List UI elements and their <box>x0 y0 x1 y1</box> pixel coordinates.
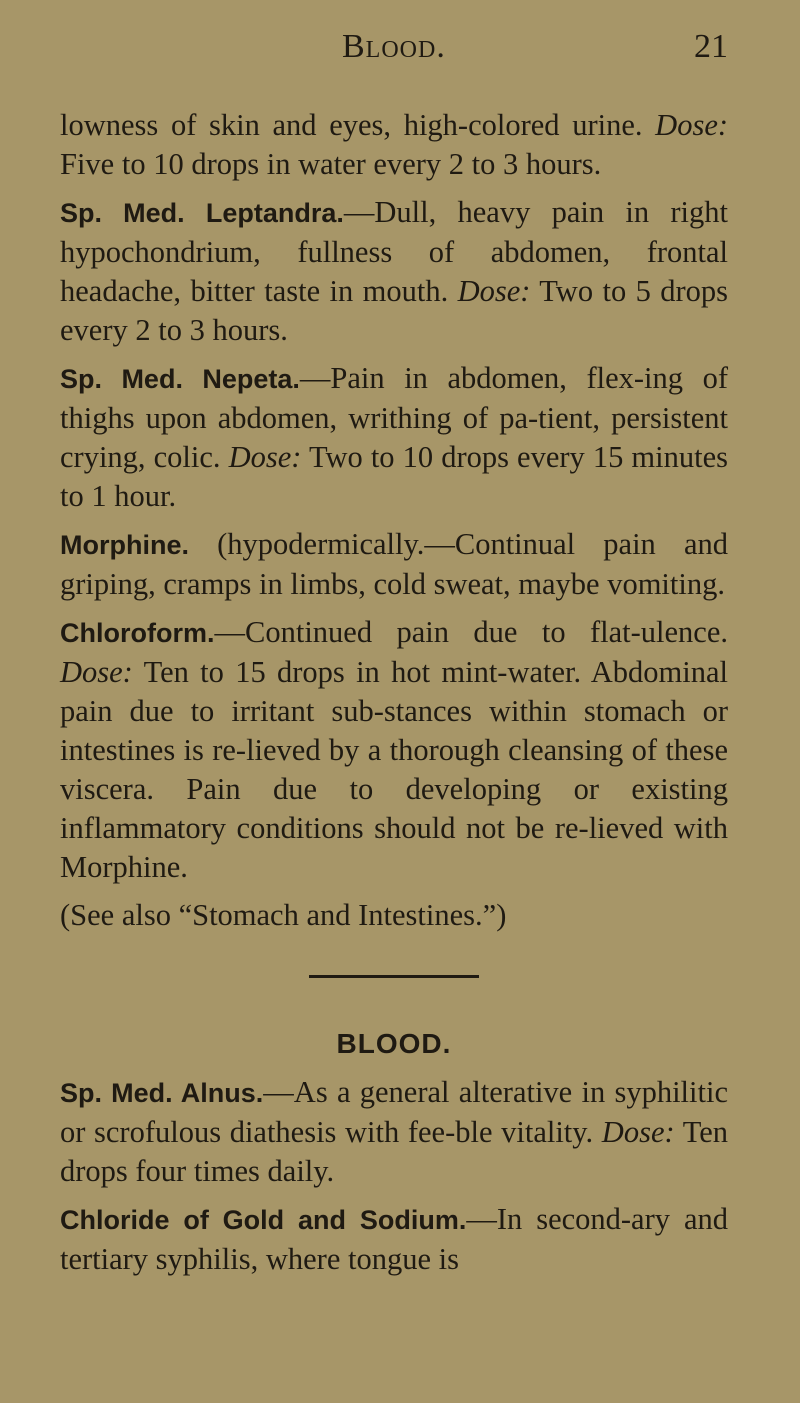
cross-reference-text: (See also “Stomach and Intestines.”) <box>60 898 507 932</box>
entry-title: Morphine. <box>60 530 189 560</box>
dose-label: Dose: <box>228 440 302 474</box>
section-divider <box>309 975 479 978</box>
entry-text: —Continued pain due to flat-ulence. <box>214 615 728 649</box>
section-heading: BLOOD. <box>336 1028 452 1059</box>
entry-text: —Pain in abdomen, flex-ing of thighs upon abdomen, writhing of pa-tient, persistent crying, colic. <box>60 361 728 474</box>
dose-label: Dose: <box>655 108 729 142</box>
dose-text: Ten drops four times daily. <box>60 1115 728 1188</box>
dose-text: Two to 5 drops every 2 to 3 hours. <box>60 274 729 347</box>
entry-text: —Dull, heavy pain in right hypochondrium, fullness of abdomen, frontal headache, bitter taste in mouth. <box>60 195 729 308</box>
body-text <box>60 106 728 1288</box>
entry-text: —In second-ary and tertiary syphilis, where tongue is <box>60 1202 728 1276</box>
running-title: Blood. <box>342 28 446 65</box>
entry-morphine <box>60 525 728 604</box>
page-header <box>60 28 728 72</box>
entry-chloroform <box>60 613 728 887</box>
entry-text: (hypodermically.—Continual pain and griping, cramps in limbs, cold sweat, maybe vomiting. <box>60 527 728 601</box>
dose-label: Dose: <box>601 1115 675 1149</box>
entry-text: —As a general alterative in syphilitic or scrofulous diathesis with fee-ble vitality. <box>60 1075 728 1149</box>
dose-text: Five to 10 drops in water every 2 to 3 hours. <box>60 147 602 181</box>
dose-text: Two to 10 drops every 15 minutes to 1 hour. <box>60 440 728 513</box>
entry-gold-sodium <box>60 1200 728 1279</box>
entry-nepeta <box>60 359 728 516</box>
entry-title: Sp. Med. Leptandra. <box>60 198 344 228</box>
entry-title: Sp. Med. Alnus. <box>60 1078 264 1108</box>
dose-label: Dose: <box>60 655 133 689</box>
paragraph-text: lowness of skin and eyes, high-colored urine. <box>60 108 643 142</box>
entry-title: Chloroform. <box>60 618 215 648</box>
dose-label: Dose: <box>457 274 531 308</box>
paragraph-continuation <box>60 106 728 184</box>
entry-title: Chloride of Gold and Sodium. <box>60 1205 467 1235</box>
entry-leptandra <box>60 193 728 350</box>
dose-text: Ten to 15 drops in hot mint-water. Abdominal pain due to irritant sub-stances within stomach or intestines is re-lieved by a thorough cleansing of these viscera. Pain due to developing or existing inflammatory conditions should not be re-lieved with Morphine. <box>60 655 728 884</box>
entry-title: Sp. Med. Nepeta. <box>60 364 300 394</box>
cross-reference <box>60 896 728 935</box>
page-number: 21 <box>694 28 728 65</box>
entry-alnus <box>60 1073 728 1191</box>
